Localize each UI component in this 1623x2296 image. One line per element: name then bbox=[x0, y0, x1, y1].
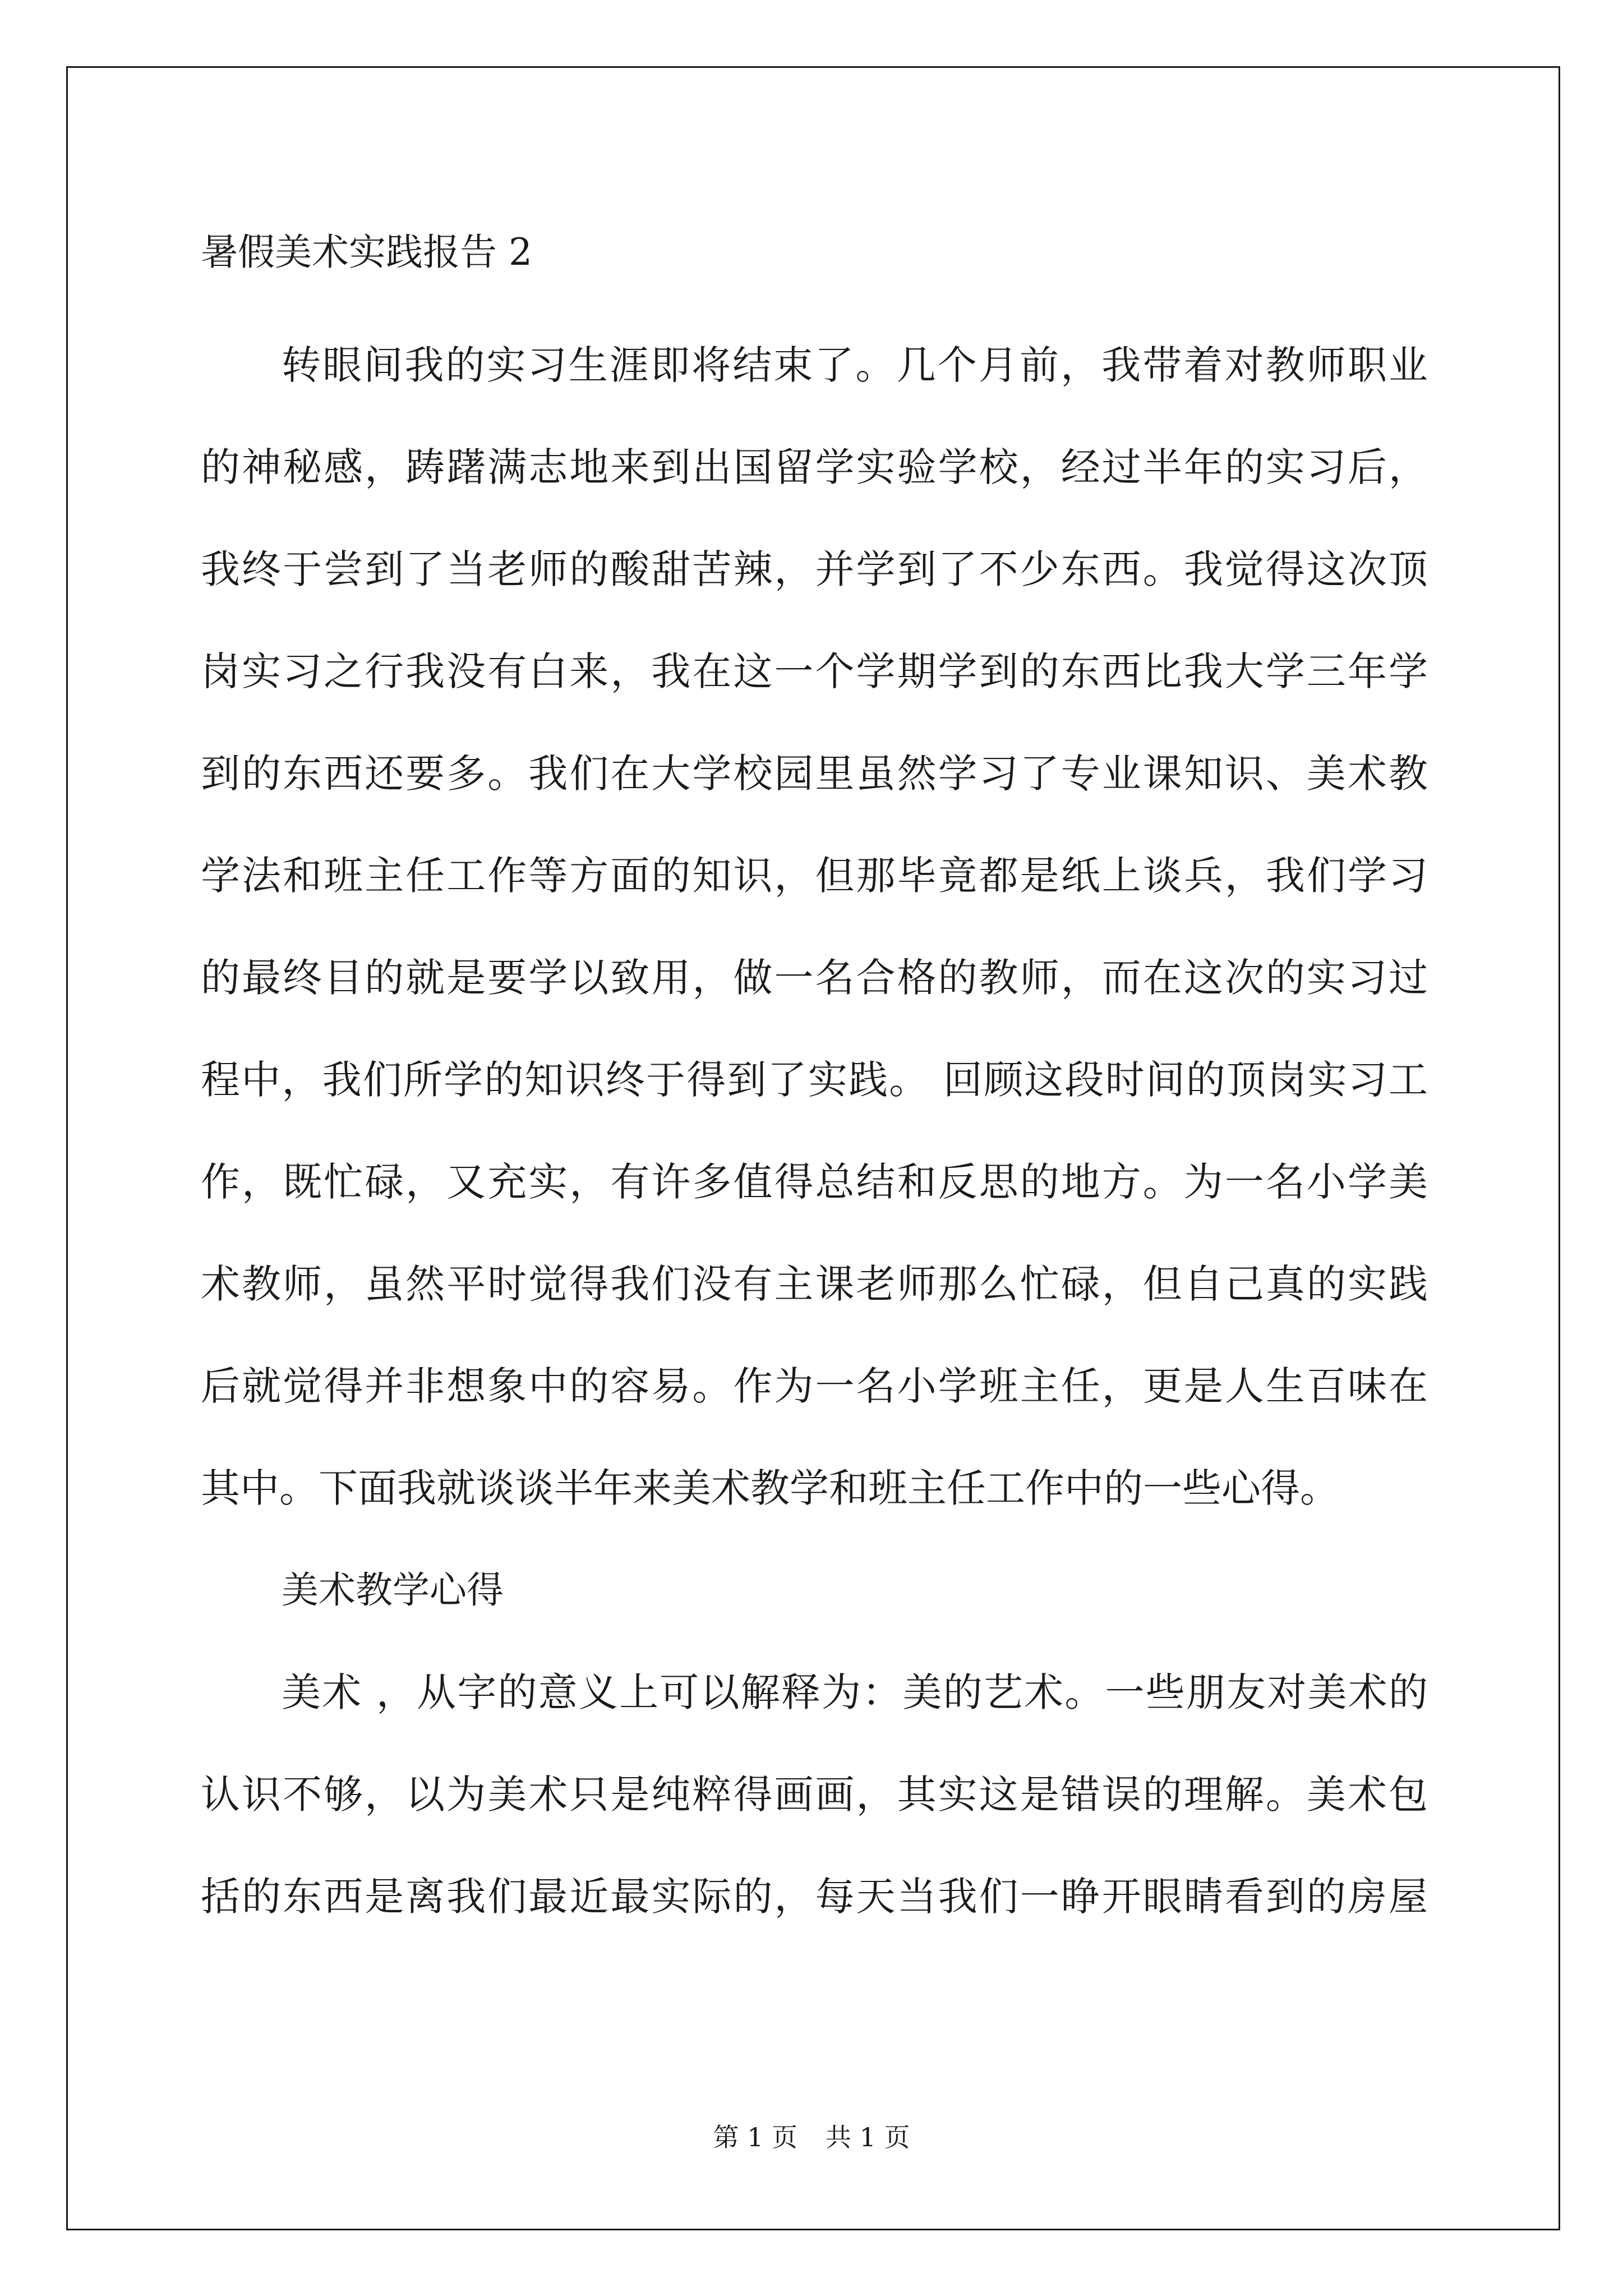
document-title: 暑假美术实践报告 2 bbox=[201, 231, 532, 274]
page-number: 第 1 页 bbox=[713, 2122, 797, 2152]
paragraph-line: 程中，我们所学的知识终于得到了实践。 回顾这段时间的顶岗实习工 bbox=[201, 1057, 1428, 1103]
paragraph-line: 术教师，虽然平时觉得我们没有主课老师那么忙碌，但自己真的实践 bbox=[201, 1261, 1428, 1307]
paragraph-1 bbox=[201, 314, 1428, 1539]
paragraph-2 bbox=[201, 1641, 1428, 1948]
paragraph-line: 后就觉得并非想象中的容易。作为一名小学班主任，更是人生百味在 bbox=[201, 1363, 1428, 1409]
document-body bbox=[201, 213, 1428, 1948]
paragraph-line: 的最终目的就是要学以致用，做一名合格的教师，而在这次的实习过 bbox=[201, 955, 1428, 1001]
paragraph-line: 到的东西还要多。我们在大学校园里虽然学习了专业课知识、美术教 bbox=[201, 751, 1428, 797]
paragraph-line: 转眼间我的实习生涯即将结束了。几个月前，我带着对教师职业 bbox=[282, 342, 1428, 388]
paragraph-line: 括的东西是离我们最近最实际的，每天当我们一睁开眼睛看到的房屋 bbox=[201, 1874, 1428, 1920]
paragraph-line: 认识不够，以为美术只是纯粹得画画，其实这是错误的理解。美术包 bbox=[201, 1772, 1428, 1818]
paragraph-line: 学法和班主任工作等方面的知识，但那毕竟都是纸上谈兵，我们学习 bbox=[201, 853, 1428, 899]
page-footer bbox=[0, 2120, 1623, 2154]
paragraph-line: 岗实习之行我没有白来，我在这一个学期学到的东西比我大学三年学 bbox=[201, 648, 1428, 694]
paragraph-line: 作，既忙碌，又充实，有许多值得总结和反思的地方。为一名小学美 bbox=[201, 1159, 1428, 1205]
paragraph-line: 我终于尝到了当老师的酸甜苦辣，并学到了不少东西。我觉得这次顶 bbox=[201, 546, 1428, 592]
section-heading: 美术教学心得 bbox=[282, 1568, 504, 1612]
page-total: 共 1 页 bbox=[826, 2122, 910, 2152]
paragraph-line: 的神秘感，踌躇满志地来到出国留学实验学校，经过半年的实习后， bbox=[201, 444, 1428, 490]
paragraph-line: 其中。下面我就谈谈半年来美术教学和班主任工作中的一些心得。 bbox=[201, 1465, 1339, 1511]
paragraph-line: 美术 ，从字的意义上可以解释为：美的艺术。一些朋友对美术的 bbox=[282, 1669, 1428, 1715]
